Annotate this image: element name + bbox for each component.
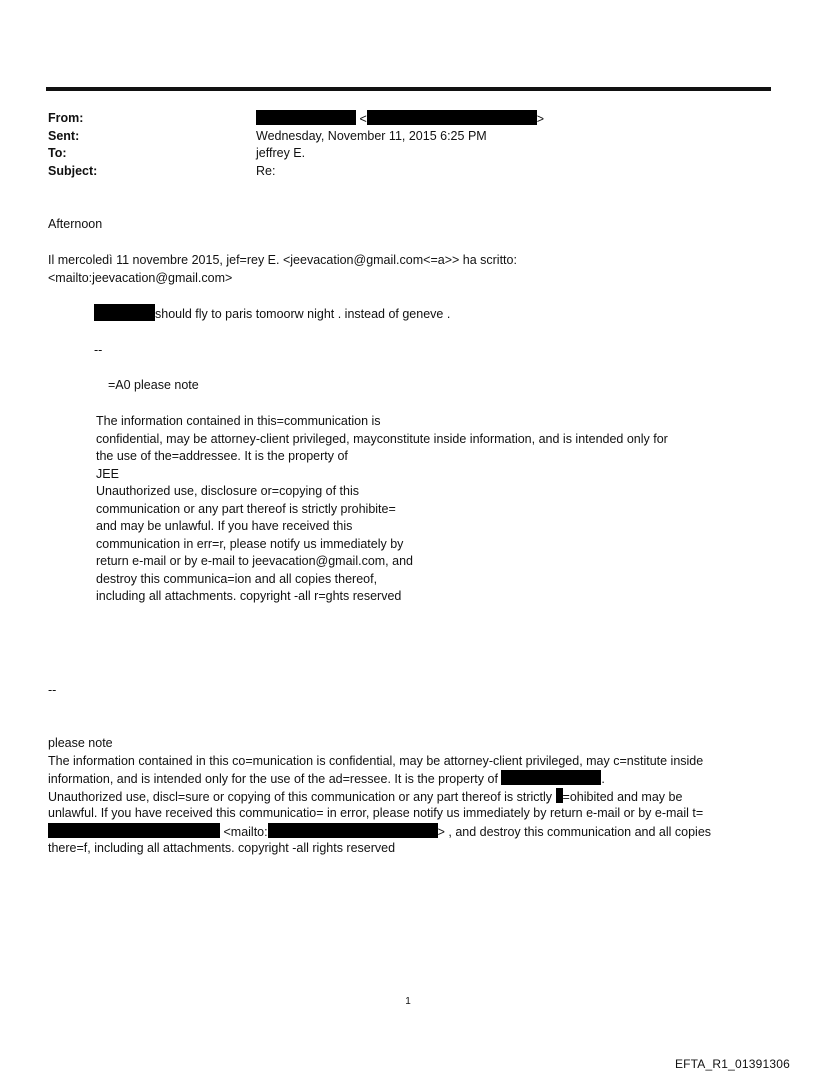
quoted-disclaimer-line: destroy this communica=ion and all copies thereof,: [96, 571, 378, 586]
disclaimer-line: information, and is intended only for the use of the ad=ressee. It is the property of .: [48, 772, 605, 786]
quoted-please-note: =A0 please note: [108, 378, 199, 392]
disclaimer-line: The information contained in this co=munication is confidential, may be attorney-client privileged, may c=nstitute inside: [48, 753, 704, 768]
sent-row: [48, 128, 768, 146]
from-label: From:: [48, 111, 84, 125]
subject-row: [48, 163, 768, 181]
quoted-disclaimer-line: communication in err=r, please notify us immediately by: [96, 536, 404, 551]
quoted-disclaimer-line: the use of the=addressee. It is the property of: [96, 449, 348, 463]
redaction-sender-email: [367, 110, 537, 125]
fly-text: should fly to paris tomoorw night . instead of geneve .: [155, 307, 451, 321]
redaction-char: [556, 788, 563, 803]
to-row: [48, 145, 768, 163]
redaction-email: [48, 823, 220, 838]
header-rule: [46, 87, 771, 91]
sent-value: Wednesday, November 11, 2015 6:25 PM: [256, 128, 487, 143]
to-value: jeffrey E.: [256, 146, 306, 160]
disclaimer-line: Unauthorized use, discl=sure or copying of this communication or any part thereof is strictly =ohibited and may be: [48, 789, 683, 804]
sent-label: Sent:: [48, 128, 80, 143]
to-label: To:: [48, 146, 67, 160]
quoted-disclaimer-line: including all attachments. copyright -all r=ghts reserved: [96, 589, 402, 603]
quoted-disclaimer-line: JEE: [96, 466, 119, 481]
dash-separator: --: [48, 683, 57, 697]
from-gt: >: [536, 112, 545, 126]
redaction-mailto: [268, 823, 438, 838]
quote-intro-line-1: Il mercoledì 11 novembre 2015, jef=rey E. <jeevacation@gmail.com<=a>> ha scritto:: [48, 253, 517, 267]
fly-line: [94, 304, 450, 324]
quoted-disclaimer-line: communication or any part thereof is strictly prohibite=: [96, 501, 396, 516]
quoted-disclaimer-line: The information contained in this=communication is: [96, 414, 381, 428]
email-header: [48, 110, 768, 180]
redaction-name: [94, 304, 155, 321]
quoted-dash-separator: --: [94, 343, 103, 357]
please-note: please note: [48, 736, 113, 750]
disclaimer-line: <mailto: > , and destroy this communication and all copies: [48, 823, 711, 841]
bates-number: EFTA_R1_01391306: [674, 1057, 790, 1071]
from-row: [48, 110, 768, 128]
page-number: 1: [405, 996, 411, 1007]
disclaimer-line: there=f, including all attachments. copyright -all rights reserved: [48, 841, 396, 855]
from-lt: <: [359, 112, 367, 126]
quote-intro-line-2: <mailto:jeevacation@gmail.com>: [48, 271, 233, 285]
redaction-sender-name: [256, 110, 356, 125]
from-value: [256, 110, 544, 129]
greeting: Afternoon: [48, 217, 103, 231]
quoted-disclaimer-line: return e-mail or by e-mail to jeevacation@gmail.com, and: [96, 554, 413, 568]
subject-label: Subject:: [48, 163, 98, 178]
quoted-disclaimer-line: Unauthorized use, disclosure or=copying of this: [96, 484, 359, 498]
quoted-disclaimer-line: confidential, may be attorney-client privileged, mayconstitute inside information, and is intended only for: [96, 431, 668, 446]
subject-value: Re:: [256, 163, 276, 178]
disclaimer: [48, 735, 711, 858]
disclaimer-line: unlawful. If you have received this communicatio= in error, please notify us immediately by return e-mail or by e-mail t=: [48, 806, 704, 820]
quoted-disclaimer-line: and may be unlawful. If you have received this: [96, 519, 353, 533]
redaction-owner: [501, 770, 601, 785]
quoted-disclaimer: [96, 413, 668, 606]
